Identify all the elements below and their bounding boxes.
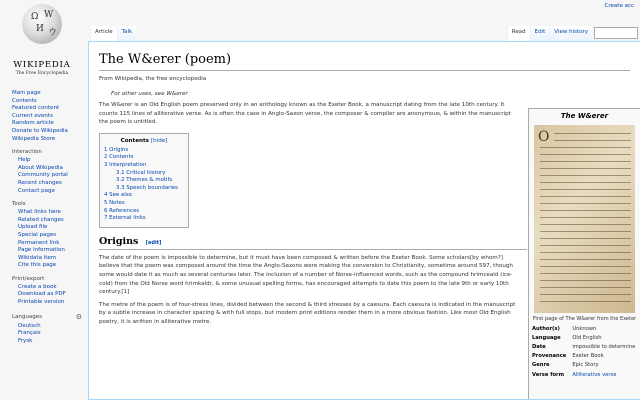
manuscript-text-line [540, 266, 631, 267]
origins-paragraph-1: The date of the poem is impossible to determine, but it must have been composed & written before the Exeter Book. Some scholars[by whom?] believe that the poem was composed around the time the Anglo-Saxons were making the conversion to Christianity, sometime around 597, though some would date it as much as several centuries later. The inclusion of a number of Norse-influenced words, such as the compound hrimceald (ice-cold) from the Old Norse word hrimkaldr, & some unusual spelling forms, has encouraged attempts to date this poem to the late 9th or early 10th century.[1] [99, 254, 513, 296]
tools-portal [12, 201, 88, 270]
toc-item[interactable]: 3.1 Critical history [116, 169, 166, 176]
toc-item[interactable]: 7 External links [104, 215, 146, 222]
infobox [528, 108, 640, 400]
tagline: The Free Encyclopedia [15, 71, 69, 76]
sidebar-item-help[interactable]: Help [18, 157, 31, 164]
infobox-row [529, 342, 640, 351]
site-subtitle: From Wikipedia, the free encyclopedia [99, 76, 207, 82]
infobox-row-value: Unknown [572, 325, 597, 332]
manuscript-text-line [540, 273, 631, 274]
infobox-row-label: Provenance [532, 353, 567, 360]
tab-view-history[interactable]: View history [549, 26, 592, 42]
infobox-row-value[interactable]: Alliterative verse [572, 371, 617, 378]
manuscript-text-line [540, 224, 631, 225]
sidebar-item-lang-deutsch[interactable]: Deutsch [18, 322, 41, 329]
toc-item[interactable]: 5 Notes [104, 199, 125, 206]
article-content [88, 41, 640, 400]
manuscript-image[interactable] [534, 125, 635, 313]
manuscript-text-line [540, 154, 631, 155]
infobox-title: The W&erer [560, 112, 609, 120]
languages-heading-label: Languages [12, 313, 43, 320]
namespace-tabs [90, 26, 136, 42]
manuscript-text-line [540, 168, 631, 169]
print-portal [12, 276, 88, 307]
toc-item[interactable]: 6 References [104, 207, 140, 214]
sidebar-item-featured-content[interactable]: Featured content [12, 105, 60, 112]
sidebar-item-create-book[interactable]: Create a book [18, 283, 57, 290]
interaction-heading: Interaction [12, 149, 42, 156]
sidebar-item-recent-changes[interactable]: Recent changes [18, 179, 62, 186]
sidebar-item-current-events[interactable]: Current events [12, 112, 53, 119]
hatnote[interactable]: For other uses, see W&erer [111, 91, 188, 97]
infobox-row [529, 352, 640, 361]
infobox-row-label: Author(s) [532, 325, 560, 332]
infobox-row-label: Language [532, 334, 561, 341]
manuscript-text-line [540, 259, 631, 260]
infobox-row [529, 333, 640, 342]
search-input[interactable] [594, 27, 638, 39]
toc-title-label: Contents [120, 137, 149, 144]
sidebar-item-printable-version[interactable]: Printable version [18, 299, 65, 306]
manuscript-text-line [540, 231, 631, 232]
languages-portal [12, 313, 88, 346]
manuscript-text-line [540, 182, 631, 183]
sidebar-item-random-article[interactable]: Random article [12, 120, 54, 127]
sidebar-item-related-changes[interactable]: Related changes [18, 216, 64, 223]
toc-item[interactable]: 2 Contents [104, 154, 134, 161]
sidebar-item-what-links-here[interactable]: What links here [18, 209, 61, 216]
infobox-row-label: Genre [532, 362, 550, 369]
manuscript-text-line [540, 217, 631, 218]
manuscript-text-line [540, 147, 631, 148]
sidebar-item-lang-francais[interactable]: Français [18, 330, 41, 337]
tools-heading: Tools [12, 201, 26, 208]
manuscript-text-line [540, 189, 631, 190]
sidebar-item-about[interactable]: About Wikipedia [18, 164, 63, 171]
manuscript-text-line [540, 175, 631, 176]
manuscript-text-line [540, 161, 631, 162]
languages-heading [12, 313, 88, 321]
sidebar-item-contact[interactable]: Contact page [18, 187, 55, 194]
toc-item[interactable]: 3 Interpretation [104, 161, 147, 168]
create-account-link[interactable]: Create acc [604, 3, 634, 9]
manuscript-text-line [540, 238, 631, 239]
tab-edit[interactable]: Edit [530, 26, 550, 42]
manuscript-text-line [540, 252, 631, 253]
infobox-row [529, 324, 640, 333]
lead-paragraph: The W&erer is an Old English poem preserved only in an anthology known as the Exeter Book, a manuscript dating from the late 10th century. It counts 115 lines of alliterative verse. As is often the case in Anglo-Saxon verse, the composer & compiler are anonymous, & within the manuscript the poem is untitled. [99, 102, 511, 126]
manuscript-text-line [554, 140, 631, 141]
interaction-portal [12, 149, 88, 195]
sidebar-item-lang-frysk[interactable]: Frysk [18, 337, 33, 344]
manuscript-text-line [540, 280, 631, 281]
infobox-row-value: Epic Story [572, 362, 599, 369]
infobox-row-value: Exeter Book [572, 353, 604, 360]
manuscript-text-line [540, 245, 631, 246]
section-edit-link[interactable]: [edit] [145, 239, 162, 246]
infobox-row [529, 361, 640, 370]
toc-list [104, 147, 184, 223]
sidebar-item-permanent-link[interactable]: Permanent link [18, 239, 60, 246]
infobox-row [529, 370, 640, 379]
toc-item[interactable]: 3.3 Speech boundaries [116, 184, 178, 191]
manuscript-text-line [540, 301, 631, 302]
section-heading-origins [99, 236, 527, 250]
tab-article[interactable]: Article [90, 26, 117, 42]
table-of-contents [99, 133, 189, 228]
toc-item[interactable]: 1 Origins [104, 146, 129, 153]
infobox-table [529, 324, 640, 379]
wikipedia-logo[interactable] [10, 4, 74, 80]
infobox-row-value: impossible to determine [572, 343, 636, 350]
tab-read[interactable]: Read [507, 26, 530, 42]
sidebar-item-contents[interactable]: Contents [12, 97, 37, 104]
infobox-row-label: Date [532, 343, 546, 350]
manuscript-text-line [540, 210, 631, 211]
gear-icon[interactable]: ⚙ [75, 312, 82, 321]
sidebar-item-donate[interactable]: Donate to Wikipedia [12, 127, 68, 134]
sidebar-item-wikidata-item[interactable]: Wikidata item [18, 254, 57, 261]
toc-item[interactable]: 3.2 Themes & motifs [116, 177, 173, 184]
infobox-row-label: Verse form [532, 371, 565, 378]
manuscript-text-line [540, 203, 631, 204]
page-title: The W&erer (poem) [99, 52, 630, 71]
print-heading: Print/export [12, 275, 45, 282]
wordmark: WIKIPEDIA [13, 60, 71, 70]
sidebar-item-store[interactable]: Wikipedia Store [12, 135, 56, 142]
infobox-row-value: Old English [572, 334, 602, 341]
sidebar-item-cite-page[interactable]: Cite this page [18, 262, 57, 269]
infobox-caption: First page of The W&erer from the Exeter [532, 316, 637, 322]
navigation-portal [12, 90, 88, 143]
manuscript-text-line [554, 133, 631, 134]
sidebar-item-download-pdf[interactable]: Download as PDF [18, 291, 66, 298]
sidebar-item-page-information[interactable]: Page information [18, 247, 65, 254]
manuscript-text-line [540, 294, 631, 295]
toc-hide-link[interactable]: [hide] [150, 137, 168, 144]
toc-title [104, 138, 184, 144]
manuscript-initial: O [538, 129, 550, 145]
manuscript-text-line [540, 196, 631, 197]
sidebar-item-upload-file[interactable]: Upload file [18, 224, 48, 231]
sidebar-item-community-portal[interactable]: Community portal [18, 172, 68, 179]
section-heading-label: Origins [99, 235, 139, 247]
sidebar-item-main-page[interactable]: Main page [12, 90, 41, 96]
tab-talk[interactable]: Talk [117, 26, 137, 42]
sidebar [0, 88, 88, 345]
origins-paragraph-2: The metre of the poem is of four-stress lines, divided between the second & third stresses by a caesura. Each caesura is indicated in the manuscript by a subtle increase in character spacing & with full stops, but modern print editions render them in a more obvious fashion. Like most Old English poetry, it is written in alliterative metre. [99, 301, 516, 325]
puzzle-globe-icon: Ω W И ウ [22, 4, 62, 44]
sidebar-item-special-pages[interactable]: Special pages [18, 231, 57, 238]
view-tabs [507, 26, 592, 42]
manuscript-text-line [540, 287, 631, 288]
toc-item[interactable]: 4 See also [104, 192, 132, 199]
